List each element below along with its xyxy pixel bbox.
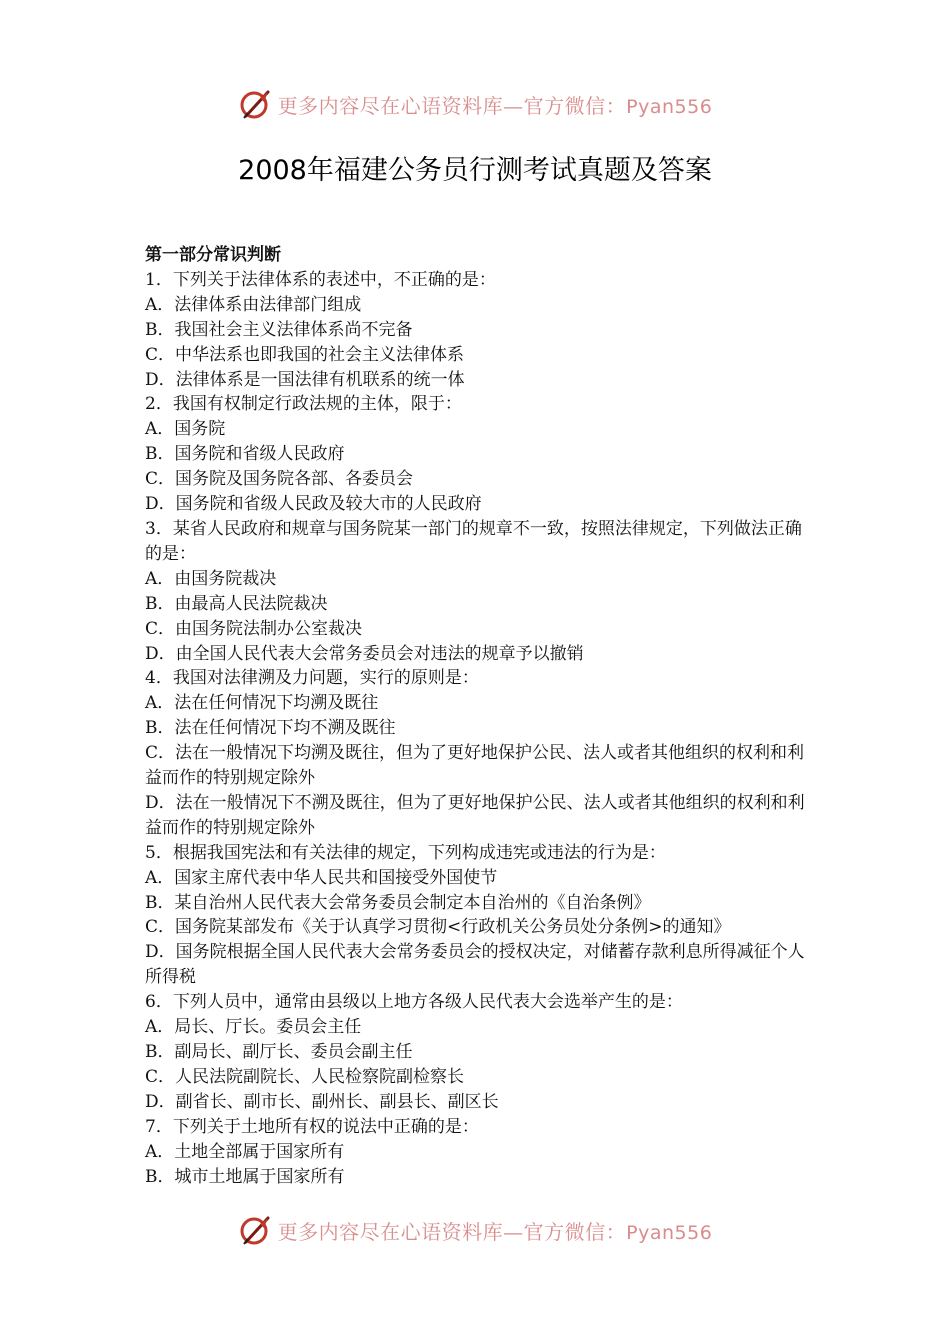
question-6-option-b: B．副局长、副厅长、委员会副主任 [145, 1042, 413, 1062]
question-2: 2．我国有权制定行政法规的主体，限于： [145, 394, 462, 415]
question-7-option-a: A．土地全部属于国家所有 [145, 1141, 345, 1162]
question-2-option-c: C．国务院及国务院各部、各委员会 [145, 469, 414, 490]
question-3-option-a: A．由国务院裁决 [145, 568, 277, 589]
document-body [145, 243, 815, 1189]
question-4-option-b: B．法在任何情况下均不溯及既往 [145, 718, 396, 739]
question-6-option-d: D．副省长、副市长、副州长、副县长、副区长 [145, 1091, 499, 1112]
question-6-option-a: A．局长、厅长。委员会主任 [145, 1017, 362, 1038]
watermark-banner-top [0, 82, 950, 126]
question-4-option-d: D．法在一般情况下不溯及既往，但为了更好地保护公民、法人或者其他组织的权利和利益而作的特别规定除外 [145, 792, 805, 838]
question-5-option-d: D．国务院根据全国人民代表大会常务委员会的授权决定，对储蓄存款利息所得减征个人所得税 [145, 942, 805, 988]
question-6: 6．下列人员中，通常由县级以上地方各级人民代表大会选举产生的是： [145, 992, 683, 1013]
quill-logo-icon [238, 86, 274, 122]
question-5: 5．根据我国宪法和有关法律的规定，下列构成违宪或违法的行为是： [145, 842, 666, 863]
question-7-option-b: B．城市土地属于国家所有 [145, 1166, 345, 1187]
question-6-option-c: C．人民法院副院长、人民检察院副检察长 [145, 1066, 465, 1087]
watermark-banner-bottom [0, 1208, 950, 1252]
question-4-option-c: C．法在一般情况下均溯及既往，但为了更好地保护公民、法人或者其他组织的权利和利益而作的特别规定除外 [145, 743, 805, 789]
question-4: 4．我国对法律溯及力问题，实行的原则是： [145, 668, 479, 689]
question-1: 1．下列关于法律体系的表述中，不正确的是： [145, 269, 496, 290]
question-1-option-c: C．中华法系也即我国的社会主义法律体系 [145, 344, 465, 365]
question-3-option-b: B．由最高人民法院裁决 [145, 593, 328, 614]
document-title: 2008年福建公务员行测考试真题及答案 [238, 155, 712, 186]
question-5-option-a: A．国家主席代表中华人民共和国接受外国使节 [145, 867, 498, 888]
question-1-option-d: D．法律体系是一国法律有机联系的统一体 [145, 369, 465, 390]
question-7: 7．下列关于土地所有权的说法中正确的是： [145, 1116, 479, 1137]
question-2-option-a: A．国务院 [145, 419, 226, 440]
question-1-option-b: B．我国社会主义法律体系尚不完备 [145, 319, 413, 340]
watermark-text: 更多内容尽在心语资料库—官方微信：Pyan556 [277, 93, 713, 118]
question-5-option-b: B．某自治州人民代表大会常务委员会制定本自治州的《自治条例》 [145, 892, 651, 913]
question-2-option-d: D．国务院和省级人民政及较大市的人民政府 [145, 494, 482, 515]
quill-logo-icon [238, 1212, 274, 1248]
question-5-option-c: C．国务院某部发布《关于认真学习贯彻<行政机关公务员处分条例>的通知》 [145, 917, 731, 938]
section-heading: 第一部分常识判断 [145, 245, 281, 265]
question-3: 3．某省人民政府和规章与国务院某一部门的规章不一致，按照法律规定，下列做法正确的是： [145, 518, 802, 564]
question-1-option-a: A．法律体系由法律部门组成 [145, 294, 362, 315]
question-3-option-c: C．由国务院法制办公室裁决 [145, 618, 363, 639]
question-2-option-b: B．国务院和省级人民政府 [145, 444, 345, 465]
watermark-text: 更多内容尽在心语资料库—官方微信：Pyan556 [277, 1219, 713, 1244]
question-4-option-a: A．法在任何情况下均溯及既往 [145, 693, 379, 714]
question-3-option-d: D．由全国人民代表大会常务委员会对违法的规章予以撤销 [145, 643, 584, 664]
